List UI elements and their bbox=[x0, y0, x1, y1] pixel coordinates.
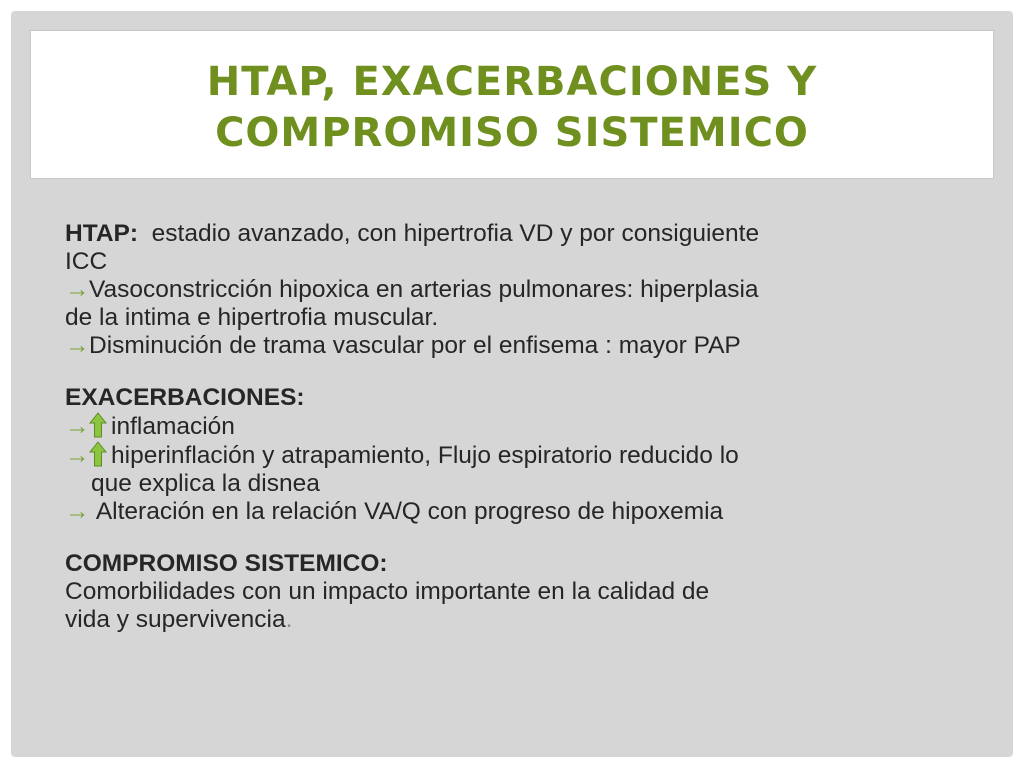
compromiso-period: . bbox=[285, 606, 293, 633]
green-up-arrow-icon bbox=[89, 441, 107, 467]
exacerbaciones-bullet-3 bbox=[65, 498, 955, 526]
htap-bullet-1-line-2: de la intima e hipertrofia muscular. bbox=[65, 304, 439, 331]
slide-title bbox=[31, 57, 993, 159]
exacerbaciones-bullet-1-text: inflamación bbox=[111, 413, 235, 440]
htap-label: HTAP: bbox=[65, 220, 139, 247]
compromiso-line-1: Comorbilidades con un impacto importante en la calidad de bbox=[65, 578, 710, 605]
title-box bbox=[31, 31, 993, 178]
htap-text: estadio avanzado, con hipertrofia VD y por consiguiente bbox=[151, 220, 760, 247]
slide-body bbox=[65, 220, 955, 634]
right-arrow-icon: → bbox=[65, 442, 90, 469]
exacerbaciones-bullet-2-line-1: hiperinflación y atrapamiento, Flujo espiratorio reducido lo bbox=[111, 442, 739, 469]
right-arrow-icon: → bbox=[65, 413, 90, 440]
title-line-1: HTAP, EXACERBACIONES Y bbox=[206, 59, 818, 105]
right-arrow-icon: → bbox=[65, 276, 90, 303]
right-arrow-icon: → bbox=[65, 332, 90, 359]
htap-bullet-2-text: Disminución de trama vascular por el enfisema : mayor PAP bbox=[89, 332, 741, 359]
htap-paragraph bbox=[65, 220, 955, 276]
htap-bullet-1-line-1: Vasoconstricción hipoxica en arterias pulmonares: hiperplasia bbox=[89, 276, 759, 303]
title-line-2: COMPROMISO SISTEMICO bbox=[215, 110, 809, 156]
exacerbaciones-bullet-2-line-2: que explica la disnea bbox=[91, 470, 320, 497]
exacerbaciones-label: EXACERBACIONES: bbox=[65, 384, 305, 411]
right-arrow-icon: → bbox=[65, 498, 90, 525]
htap-bullet-1 bbox=[65, 276, 955, 332]
compromiso-label: COMPROMISO SISTEMICO: bbox=[65, 550, 388, 577]
exacerbaciones-bullet-2 bbox=[65, 441, 955, 498]
compromiso-line-2: vida y supervivencia bbox=[65, 606, 286, 633]
green-up-arrow-icon bbox=[89, 412, 107, 438]
exacerbaciones-bullet-3-text: Alteración en la relación VA/Q con progreso de hipoxemia bbox=[95, 498, 724, 525]
compromiso-paragraph bbox=[65, 578, 955, 634]
exacerbaciones-bullet-1 bbox=[65, 412, 955, 441]
htap-bullet-2 bbox=[65, 332, 955, 360]
htap-text-continued: ICC bbox=[65, 248, 108, 275]
